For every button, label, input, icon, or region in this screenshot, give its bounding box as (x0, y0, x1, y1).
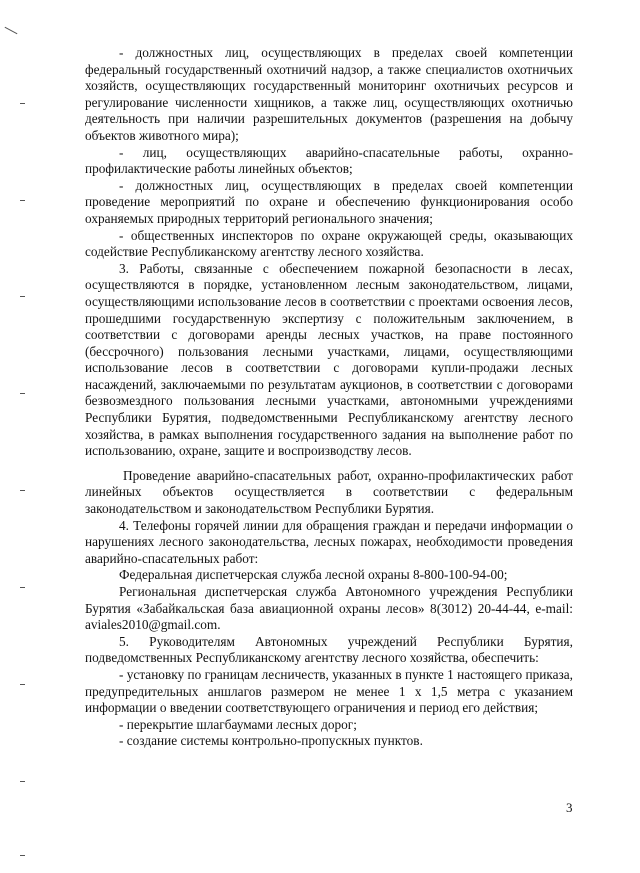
paragraph-item-5: 5. Руководителям Автономных учреждений Республики Бурятия, подведомственных Республиканскому агентству лесного хозяйства, обеспечить: (85, 633, 573, 666)
paragraph-item-3: 3. Работы, связанные с обеспечением пожарной безопасности в лесах, осуществляются в порядке, установленном лесным законодательством, лицами, осуществляющими использование лесов в соответствии с проектами освоения лесов, прошедшими государственную экспертизу с положительным заключением, в соответствии с договорами аренды лесных участков, на праве постоянного (бессрочного) пользования лесными участками, лицами, осуществляющими использование лесов в соответствии с договорами купли-продажи лесных насаждений, заключаемыми по результатам аукционов, в соответствии с договорами безвозмездного пользования лесными участками, автономными учреждениями Республики Бурятия, подведомственными Республиканскому агентству лесного хозяйства, в рамках выполнения государственного задания на выполнение работ по использованию, охране, защите и воспроизводству лесов. (85, 260, 573, 459)
paragraph-officials-hunting: - должностных лиц, осуществляющих в пределах своей компетенции федеральный государственный охотничий надзор, а также специалистов охотничьих хозяйств, осуществляющих государственный мониторинг охотничьих ресурсов и регулирование численности хищников, а также лиц, осуществляющих охотничью деятельность при наличии разрешительных документов (разрешения на добычу объектов животного мира); (85, 45, 573, 143)
paragraph-regional-hotline: Региональная диспетчерская служба Автономного учреждения Республики Бурятия «Забайкальская база авиационной охраны лесов» 8(3012) 20-44-44, e-mail: aviales2010@gmail.com. (85, 584, 573, 633)
document-body (85, 45, 573, 750)
scan-mark (20, 103, 25, 104)
scan-mark (20, 781, 25, 782)
paragraph-warning-signs: - установку по границам лесничеств, указанных в пункте 1 настоящего приказа, предупредительных аншлагов размером не менее 1 х 1,5 метра с указанием информации о введении соответствующего ограничения и период его действия; (85, 666, 573, 716)
paragraph-protected-areas: - должностных лиц, осуществляющих в пределах своей компетенции проведение мероприятий по охране и обеспечению функционирования особо охраняемых природных территорий регионального значения; (85, 177, 573, 226)
paragraph-barriers: - перекрытие шлагбаумами лесных дорог; (119, 716, 357, 732)
scan-mark (20, 296, 25, 297)
scan-mark (20, 587, 25, 588)
paragraph-item-4-hotlines: 4. Телефоны горячей линии для обращения граждан и передачи информации о нарушениях лесного законодательства, лесных пожарах, необходимости проведения аварийно-спасательных работ: (85, 517, 573, 566)
paragraph-public-inspectors: - общественных инспекторов по охране окружающей среды, оказывающих содействие Республиканскому агентству лесного хозяйства. (85, 227, 573, 260)
paragraph-rescue-work-law: Проведение аварийно-спасательных работ, охранно-профилактических работ линейных объектов осуществляется в соответствии с федеральным законодательством и законодательством Республики Бурятия. (85, 467, 573, 517)
page-number: 3 (566, 800, 573, 815)
paragraph-rescue-workers: - лиц, осуществляющих аварийно-спасательные работы, охранно-профилактические работы линейных объектов; (85, 144, 573, 177)
paragraph-checkpoints: - создание системы контрольно-пропускных пунктов. (119, 733, 423, 749)
scan-mark (20, 684, 25, 685)
paragraph-gap (85, 460, 573, 468)
scan-mark (20, 200, 25, 201)
scan-mark (20, 490, 25, 491)
scan-mark (20, 855, 25, 856)
scan-mark (20, 393, 25, 394)
paragraph-federal-hotline: Федеральная диспетчерская служба лесной охраны 8-800-100-94-00; (119, 567, 508, 583)
scan-mark-corner (5, 27, 18, 34)
